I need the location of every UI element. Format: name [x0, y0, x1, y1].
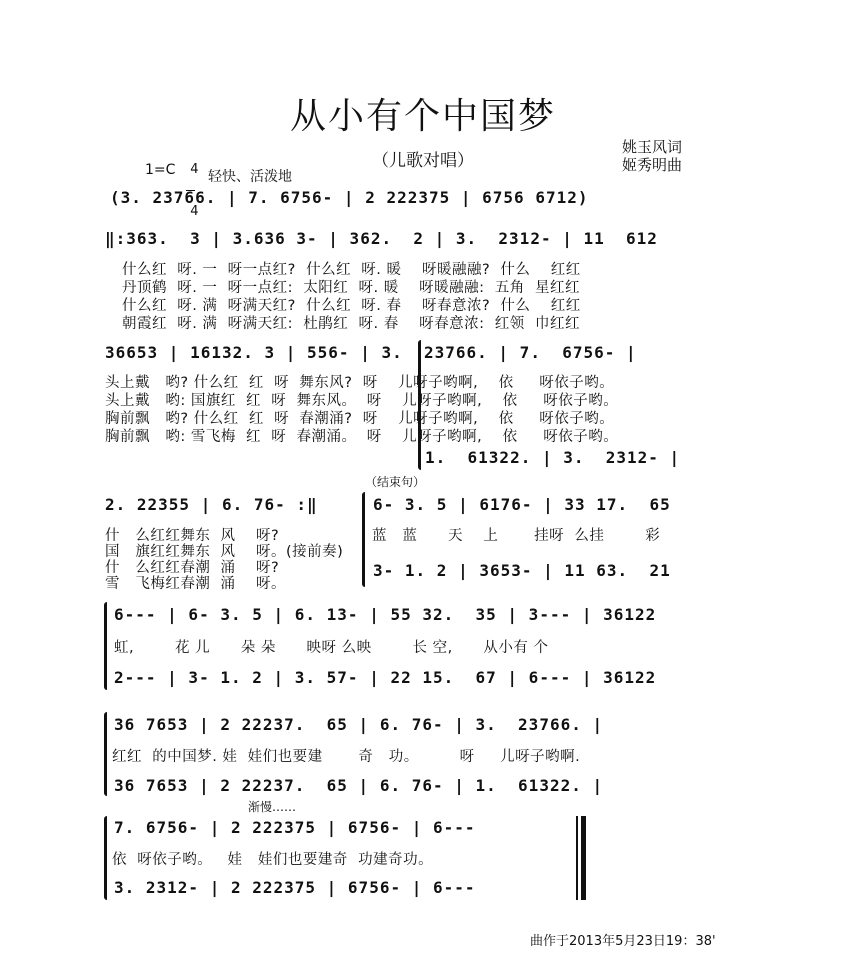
line6-lyrics: 依 呀依子哟。 娃 娃们也要建奇 功建奇功。	[112, 852, 434, 868]
ritardando-label: 渐慢……	[248, 800, 297, 814]
time-signature	[182, 150, 199, 218]
tempo-marking: 轻快、活泼地	[208, 169, 292, 185]
line3-lyric-2: 国 旗红红舞东 风 呀。(接前奏)	[105, 544, 344, 560]
line3-notes: 2. 22355 | 6. 76- :‖	[105, 495, 318, 514]
line5-upper-notes: 36 7653 | 2 22237. 65 | 6. 76- | 3. 23766. |	[114, 715, 604, 734]
line5-brace	[104, 712, 107, 796]
line1-lyric-4: 朝霞红 呀. 满 呀满天红: 杜鹃红 呀. 春 呀春意浓: 红领 巾红红	[122, 316, 580, 332]
line6-lower-notes: 3. 2312- | 2 222375 | 6756- | 6---	[114, 878, 476, 897]
subtitle: （儿歌对唱）	[372, 151, 474, 171]
line2-lyric-4: 胸前飘 哟: 雪飞梅 红 呀 春潮涌。 呀 儿呀子哟啊, 依 呀依子哟。	[105, 429, 619, 445]
composer: 姬秀明曲	[622, 156, 683, 174]
key-signature: 1=C	[145, 162, 176, 178]
line3-lower-notes: 3- 1. 2 | 3653- | 11 63. 21	[373, 561, 671, 580]
line4-lyrics: 虹, 花 儿 朵 朵 映呀 么映 长 空, 从小有 个	[114, 640, 549, 656]
footer-date: 曲作于2013年5月23日19：38'	[530, 934, 716, 949]
line3-lyric-4: 雪 飞梅红春潮 涌 呀。	[105, 576, 286, 592]
line2-notes: 36653 | 16132. 3 | 556- | 3. 23766. | 7. 6756- |	[105, 343, 637, 362]
line4-lower-notes: 2--- | 3- 1. 2 | 3. 57- | 22 15. 67 | 6--- | 36122	[114, 668, 657, 687]
line6-brace	[104, 816, 107, 900]
line4-brace	[104, 602, 107, 690]
intro-notes: (3. 23766. | 7. 6756- | 2 222375 | 6756 6712)	[110, 188, 589, 207]
final-barline-thin	[576, 816, 578, 900]
line3-mid-lyrics: 蓝 蓝 天 上 挂呀 么挂 彩	[372, 528, 661, 544]
line3-brace	[362, 492, 365, 587]
line5-lower-notes: 36 7653 | 2 22237. 65 | 6. 76- | 1. 61322. |	[114, 776, 604, 795]
line3-lyric-1: 什 么红红舞东 风 呀?	[105, 528, 280, 544]
line4-upper-notes: 6--- | 6- 3. 5 | 6. 13- | 55 32. 35 | 3--- | 36122	[114, 605, 657, 624]
line1-lyric-2: 丹顶鹤 呀. 一 呀一点红: 太阳红 呀. 暖 呀暖融融: 五角 星红红	[122, 280, 580, 296]
line6-upper-notes: 7. 6756- | 2 222375 | 6756- | 6---	[114, 818, 476, 837]
line2-lyric-2: 头上戴 哟: 国旗红 红 呀 舞东风。 呀 儿呀子哟啊, 依 呀依子哟。	[105, 393, 619, 409]
time-bottom: 4	[190, 204, 199, 219]
line5-lyrics: 红红 的中国梦. 娃 娃们也要建 奇 功。 呀 儿呀子哟啊.	[112, 749, 581, 765]
line2-lyric-3: 胸前飘 哟? 什么红 红 呀 春潮涌? 呀 儿呀子哟啊, 依 呀依子哟。	[105, 411, 615, 427]
line3-upper-notes: 6- 3. 5 | 6176- | 33 17. 65	[373, 495, 671, 514]
line2-lower-notes: 1. 61322. | 3. 2312- |	[425, 448, 681, 467]
line1-notes: ‖:363. 3 | 3.636 3- | 362. 2 | 3. 2312- | 11 612	[105, 229, 658, 248]
line1-lyric-1: 什么红 呀. 一 呀一点红? 什么红 呀. 暖 呀暖融融? 什么 红红	[122, 262, 581, 278]
final-barline-thick	[581, 816, 586, 900]
line2-lyric-1: 头上戴 哟? 什么红 红 呀 舞东风? 呀 儿呀子哟啊, 依 呀依子哟。	[105, 375, 615, 391]
line3-lyric-3: 什 么红红春潮 涌 呀?	[105, 560, 280, 576]
line1-lyric-3: 什么红 呀. 满 呀满天红? 什么红 呀. 春 呀春意浓? 什么 红红	[122, 298, 581, 314]
ending-label: （结束句）	[365, 475, 426, 489]
lyricist: 姚玉风词	[622, 138, 683, 156]
page-title: 从小有个中国梦	[289, 96, 556, 137]
time-top: 4	[190, 162, 199, 177]
